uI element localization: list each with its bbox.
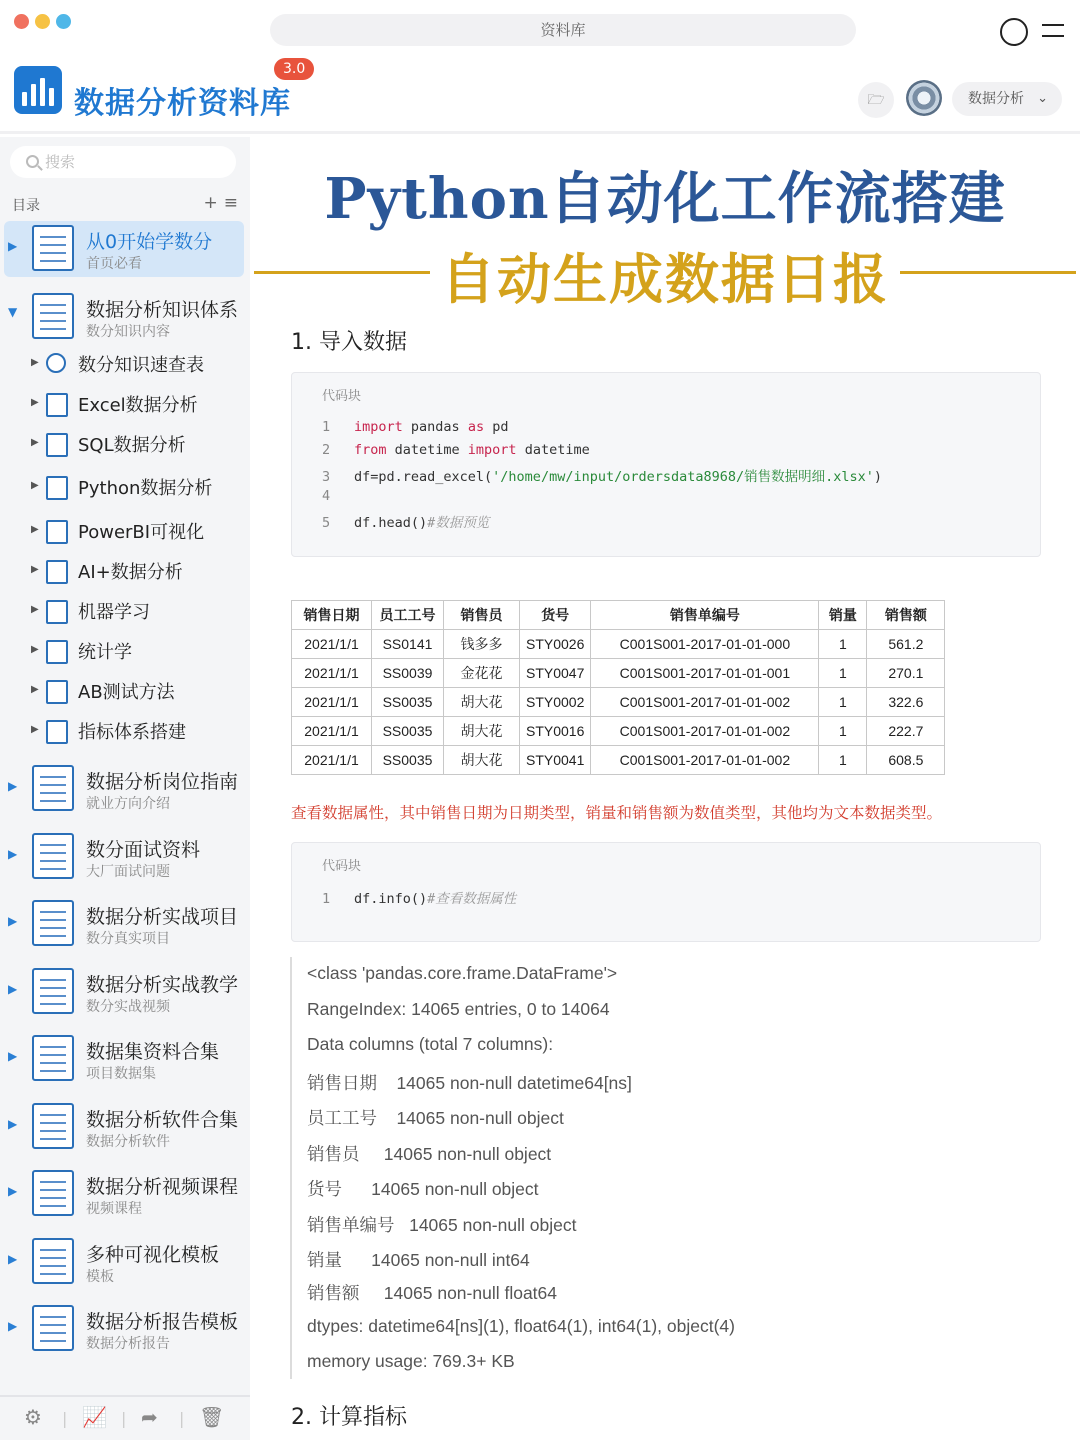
sidebar-subitem-python[interactable] [0, 474, 250, 504]
toc-item-title: 从0开始学数分 [86, 231, 213, 253]
code-line: 1 df.info()#查看数据属性 [322, 891, 517, 907]
output-line: 销售日期 14065 non-null datetime64[ns] [307, 1073, 632, 1093]
subitem-label: Python数据分析 [78, 478, 213, 499]
subitem-label: 机器学习 [78, 602, 150, 623]
table-cell: STY0047 [520, 659, 591, 688]
chart-icon[interactable]: 📈 [82, 1405, 107, 1429]
caret-right-icon[interactable]: ▶ [31, 604, 39, 615]
search-icon [26, 155, 39, 168]
ml-doc-icon [46, 600, 68, 624]
toc-item-subtitle: 数分知识内容 [86, 324, 170, 340]
document-icon [32, 1238, 74, 1284]
table-cell: SS0035 [372, 746, 444, 775]
column-header: 销售额 [867, 601, 945, 630]
caret-right-icon[interactable]: ▶ [31, 357, 39, 368]
workspace-label: 数据分析 [968, 91, 1024, 107]
subitem-label: 指标体系搭建 [78, 722, 186, 743]
toc-item-subtitle: 项目数据集 [86, 1066, 156, 1082]
table-cell: C001S001-2017-01-01-002 [591, 688, 819, 717]
table-row [292, 717, 945, 746]
close-window-button[interactable] [14, 14, 29, 29]
toc-header [12, 195, 244, 215]
sidebar-subitem-cheatsheet[interactable] [0, 351, 250, 381]
sidebar-subitem-metrics[interactable] [0, 718, 250, 748]
caret-right-icon[interactable]: ▶ [31, 480, 39, 491]
table-cell: 1 [819, 746, 867, 775]
code-block[interactable] [291, 842, 1041, 942]
toc-item-subtitle: 就业方向介绍 [86, 796, 170, 812]
sidebar [0, 137, 250, 1440]
toc-item-title: 数分面试资料 [86, 839, 201, 861]
toc-item-subtitle: 数分实战视频 [86, 999, 170, 1015]
subitem-label: SQL数据分析 [78, 435, 186, 456]
table-cell: 胡大花 [444, 717, 520, 746]
window-titlebar [0, 0, 1080, 134]
metrics-doc-icon [46, 720, 68, 744]
caret-right-icon[interactable]: ▶ [31, 437, 39, 448]
sidebar-subitem-ai[interactable] [0, 558, 250, 588]
subitem-label: AB测试方法 [78, 682, 175, 703]
table-header-row [292, 601, 945, 630]
share-icon[interactable]: ➦ [141, 1405, 158, 1429]
table-cell: 1 [819, 688, 867, 717]
table-cell: 608.5 [867, 746, 945, 775]
document-icon [32, 1305, 74, 1351]
document-icon [32, 968, 74, 1014]
list-icon[interactable]: ≡ [223, 193, 244, 213]
sidebar-footer: ⚙ | 📈 | ➦ | 🗑 [0, 1395, 250, 1440]
caret-right-icon[interactable]: ▶ [8, 982, 18, 996]
caret-right-icon[interactable]: ▶ [8, 847, 18, 861]
folder-icon[interactable]: 🗁 [858, 82, 894, 118]
table-cell: SS0141 [372, 630, 444, 659]
magnifier-icon [46, 353, 66, 373]
output-line: 销售额 14065 non-null float64 [307, 1283, 558, 1303]
code-block[interactable] [291, 372, 1041, 557]
caret-right-icon[interactable]: ▶ [31, 564, 39, 575]
table-cell: 2021/1/1 [292, 717, 372, 746]
table-cell: 322.6 [867, 688, 945, 717]
annotation-note: 查看数据属性，其中销售日期为日期类型，销量和销售额为数值类型，其他均为文本数据类型。 [291, 804, 943, 822]
sidebar-subitem-sql[interactable] [0, 431, 250, 461]
subitem-label: PowerBI可视化 [78, 522, 205, 543]
stats-doc-icon [46, 640, 68, 664]
document-icon [32, 1170, 74, 1216]
code-line: 3 df=pd.read_excel('/home/mw/input/ordersdata8968/销售数据明细.xlsx') [322, 469, 883, 485]
subitem-label: Excel数据分析 [78, 395, 198, 416]
sidebar-subitem-powerbi[interactable] [0, 518, 250, 548]
caret-right-icon[interactable]: ▶ [8, 1319, 18, 1333]
column-header: 员工工号 [372, 601, 444, 630]
workspace-select[interactable] [952, 82, 1062, 116]
table-cell: 2021/1/1 [292, 630, 372, 659]
sidebar-subitem-excel[interactable] [0, 391, 250, 421]
gear-icon[interactable]: ⚙ [24, 1405, 42, 1429]
table-cell: C001S001-2017-01-01-000 [591, 630, 819, 659]
table-cell: C001S001-2017-01-01-002 [591, 717, 819, 746]
app-name: 数据分析资料库 [74, 86, 291, 121]
toc-item-title: 数据分析知识体系 [86, 299, 239, 321]
output-line: 销售单编号 14065 non-null object [307, 1215, 577, 1235]
toc-item-title: 数据分析实战项目 [86, 906, 239, 928]
document-icon [32, 833, 74, 879]
code-line: 2 from datetime import datetime [322, 442, 590, 458]
toc-item-subtitle: 数据分析报告 [86, 1336, 170, 1352]
caret-right-icon[interactable]: ▶ [8, 1049, 18, 1063]
toc-item-subtitle: 首页必看 [86, 256, 142, 272]
article-subtitle: 自动生成数据日报 [441, 247, 889, 311]
table-cell: 胡大花 [444, 746, 520, 775]
output-line: dtypes: datetime64[ns](1), float64(1), int64(1), object(4) [307, 1316, 735, 1336]
table-cell: 金花花 [444, 659, 520, 688]
toc-item-title: 数据分析视频课程 [86, 1176, 239, 1198]
document-icon [32, 1035, 74, 1081]
table-cell: 270.1 [867, 659, 945, 688]
sidebar-subitem-abtest[interactable] [0, 678, 250, 708]
window-title: 资料库 [270, 14, 856, 46]
output-line: Data columns (total 7 columns): [307, 1034, 554, 1054]
sidebar-subitem-ml[interactable] [0, 598, 250, 628]
caret-right-icon[interactable]: ▶ [8, 914, 18, 928]
caret-right-icon[interactable]: ▶ [31, 644, 39, 655]
caret-right-icon[interactable]: ▶ [31, 524, 39, 535]
toc-item-title: 数据分析软件合集 [86, 1109, 239, 1131]
toc-item-subtitle: 数分真实项目 [86, 931, 170, 947]
table-cell: 561.2 [867, 630, 945, 659]
caret-right-icon[interactable]: ▶ [31, 684, 39, 695]
column-header: 货号 [520, 601, 591, 630]
chevron-down-icon: ⌄ [1037, 91, 1048, 106]
table-cell: STY0002 [520, 688, 591, 717]
code-line: 4 [322, 488, 331, 504]
powerbi-doc-icon [46, 520, 68, 544]
python-doc-icon [46, 476, 68, 500]
table-cell: 2021/1/1 [292, 688, 372, 717]
search-placeholder: 搜索 [45, 153, 76, 171]
record-circle-icon[interactable] [1000, 18, 1028, 46]
code-block-label: 代码块 [322, 389, 362, 404]
traffic-lights [14, 14, 71, 29]
table-cell: STY0041 [520, 746, 591, 775]
avatar[interactable] [906, 80, 942, 116]
version-badge: 3.0 [274, 58, 314, 80]
column-header: 销售单编号 [591, 601, 819, 630]
output-line: 货号 14065 non-null object [307, 1179, 539, 1199]
trash-icon[interactable]: 🗑 [199, 1405, 225, 1429]
caret-right-icon[interactable]: ▶ [8, 239, 18, 253]
excel-doc-icon [46, 393, 68, 417]
output-line: 销售员 14065 non-null object [307, 1144, 552, 1164]
zoom-window-button[interactable] [56, 14, 71, 29]
table-cell: SS0035 [372, 717, 444, 746]
toc-item-title: 多种可视化模板 [86, 1244, 220, 1266]
output-line: RangeIndex: 14065 entries, 0 to 14064 [307, 999, 610, 1019]
app-logo-icon [14, 66, 62, 114]
table-cell: STY0016 [520, 717, 591, 746]
output-line: 销量 14065 non-null int64 [307, 1250, 530, 1270]
toc-item-subtitle: 数据分析软件 [86, 1134, 170, 1150]
caret-right-icon[interactable]: ▶ [8, 779, 18, 793]
caret-right-icon[interactable]: ▶ [8, 1252, 18, 1266]
toc-item-subtitle: 大厂面试问题 [86, 864, 170, 880]
document-content [250, 137, 1080, 1440]
table-row [292, 659, 945, 688]
table-cell: 222.7 [867, 717, 945, 746]
table-cell: 1 [819, 630, 867, 659]
column-header: 销售日期 [292, 601, 372, 630]
output-line: 员工工号 14065 non-null object [307, 1108, 564, 1128]
code-output [290, 957, 990, 1379]
caret-right-icon[interactable]: ▶ [8, 1184, 18, 1198]
table-cell: 1 [819, 659, 867, 688]
toc-label: 目录 [12, 198, 40, 214]
table-row [292, 688, 945, 717]
toc-item-title: 数据分析报告模板 [86, 1311, 239, 1333]
table-row [292, 746, 945, 775]
document-icon [32, 225, 74, 271]
subitem-label: AI+数据分析 [78, 562, 183, 583]
output-line: memory usage: 769.3+ KB [307, 1351, 515, 1371]
add-icon[interactable]: + [203, 193, 224, 213]
table-cell: 1 [819, 717, 867, 746]
abtest-doc-icon [46, 680, 68, 704]
section-heading: 2. 计算指标 [291, 1405, 407, 1430]
toc-item-subtitle: 模板 [86, 1269, 114, 1285]
caret-right-icon[interactable]: ▶ [8, 1117, 18, 1131]
code-block-label: 代码块 [322, 859, 362, 874]
caret-right-icon[interactable]: ▶ [31, 724, 39, 735]
minimize-window-button[interactable] [35, 14, 50, 29]
toc-item-title: 数据集资料合集 [86, 1041, 220, 1063]
document-icon [32, 765, 74, 811]
document-icon [32, 293, 74, 339]
document-icon [32, 900, 74, 946]
table-cell: SS0035 [372, 688, 444, 717]
table-cell: 2021/1/1 [292, 746, 372, 775]
table-cell: SS0039 [372, 659, 444, 688]
table-cell: 胡大花 [444, 688, 520, 717]
toc-item-subtitle: 视频课程 [86, 1201, 142, 1217]
search-input[interactable] [10, 146, 236, 178]
data-table [291, 600, 945, 775]
column-header: 销售员 [444, 601, 520, 630]
caret-down-icon[interactable]: ▼ [8, 305, 18, 319]
caret-right-icon[interactable]: ▶ [31, 397, 39, 408]
table-cell: C001S001-2017-01-01-002 [591, 746, 819, 775]
section-heading: 1. 导入数据 [291, 330, 407, 355]
output-line: <class 'pandas.core.frame.DataFrame'> [307, 963, 618, 983]
code-line: 5 df.head()#数据预览 [322, 515, 490, 531]
table-cell: C001S001-2017-01-01-001 [591, 659, 819, 688]
column-header: 销量 [819, 601, 867, 630]
subitem-label: 数分知识速查表 [78, 355, 204, 376]
menu-icon[interactable] [1042, 24, 1064, 38]
article-title: Python自动化工作流搭建 [324, 166, 1006, 232]
toc-item-title: 数据分析实战教学 [86, 974, 239, 996]
sql-doc-icon [46, 433, 68, 457]
table-row [292, 630, 945, 659]
code-line: 1 import pandas as pd [322, 419, 509, 435]
ai-doc-icon [46, 560, 68, 584]
subitem-label: 统计学 [78, 642, 132, 663]
toc-item-title: 数据分析岗位指南 [86, 771, 239, 793]
table-cell: STY0026 [520, 630, 591, 659]
sidebar-subitem-stats[interactable] [0, 638, 250, 668]
document-icon [32, 1103, 74, 1149]
table-cell: 2021/1/1 [292, 659, 372, 688]
table-cell: 钱多多 [444, 630, 520, 659]
